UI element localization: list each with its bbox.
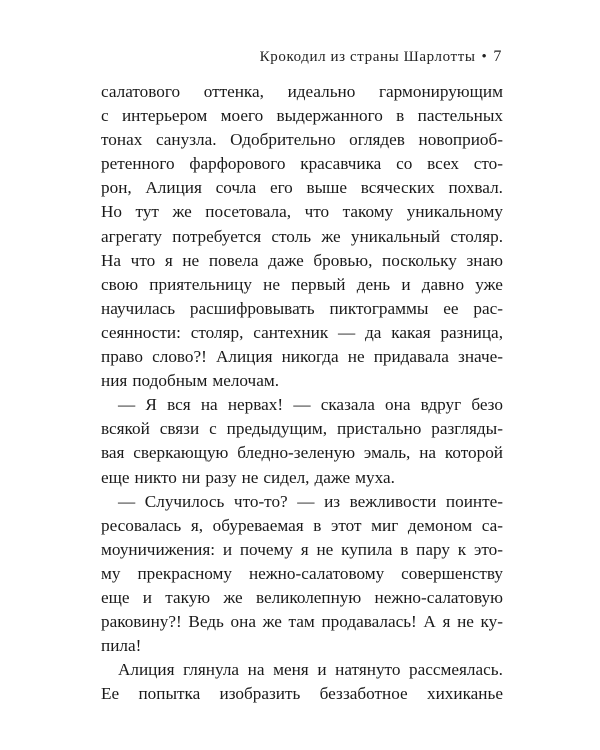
word: еще	[101, 587, 130, 607]
header-separator: •	[481, 49, 488, 65]
word: и	[317, 660, 327, 680]
word: раковину?!	[101, 612, 182, 632]
word: —	[293, 395, 311, 415]
word: и	[401, 274, 411, 294]
word: выше	[306, 178, 348, 198]
word: в	[313, 515, 322, 535]
text-line	[101, 586, 503, 610]
word: уже	[475, 274, 503, 294]
word: безо	[471, 395, 503, 415]
word: пила!	[101, 636, 142, 656]
word: она	[385, 395, 411, 415]
word: на	[419, 443, 437, 463]
word: разу	[205, 467, 237, 487]
word: натянуто	[335, 660, 401, 680]
word: нежно-салатовому	[248, 563, 385, 583]
word: и	[222, 539, 233, 559]
text-line	[101, 490, 503, 514]
word: бледно-зеленую	[237, 443, 356, 463]
text-line	[101, 200, 503, 224]
word: похвал.	[448, 178, 503, 198]
word: придавала	[373, 347, 449, 367]
word: это-	[473, 539, 503, 559]
word: на	[247, 660, 265, 680]
word: я	[300, 539, 309, 559]
word: оттенка,	[203, 82, 264, 101]
word: что	[304, 202, 330, 222]
word: сеянности:	[101, 322, 181, 342]
word: не	[182, 250, 200, 270]
word: моуничижения:	[101, 539, 216, 559]
word: красавчика	[300, 154, 382, 174]
word: великолепную	[255, 587, 362, 607]
word: я	[164, 250, 173, 270]
word: на	[200, 395, 218, 415]
word: пристально	[337, 419, 422, 439]
word: приятельницу	[149, 274, 252, 294]
word: А	[423, 612, 436, 632]
word: никто	[134, 467, 177, 487]
word: которой	[444, 443, 503, 463]
word: с	[101, 106, 109, 126]
word: ретенного	[101, 154, 175, 174]
word: научилась	[101, 298, 176, 318]
word: что	[130, 250, 156, 270]
word: поскольку	[382, 250, 457, 270]
word: бровью,	[313, 250, 373, 270]
word: Ее	[101, 684, 120, 704]
word: же	[321, 226, 341, 246]
word: и	[142, 587, 152, 607]
word: я,	[190, 515, 204, 535]
word: слово?!	[152, 347, 207, 367]
word: свою	[101, 274, 139, 294]
word: же	[172, 202, 192, 222]
text-line	[101, 176, 503, 200]
word: тонах	[101, 130, 143, 150]
word: сантехник	[253, 322, 329, 342]
word: столяр.	[450, 226, 503, 246]
word: идеально	[287, 82, 356, 101]
word: прекрасному	[137, 563, 233, 583]
word: к	[457, 539, 467, 559]
word: потребуется	[172, 226, 262, 246]
word: пиктограммы	[329, 298, 429, 318]
word: вся	[167, 395, 191, 415]
word: пастельных	[417, 106, 503, 126]
word: вдруг	[420, 395, 462, 415]
word: демоном	[407, 515, 473, 535]
word: посетовала,	[205, 202, 292, 222]
word: же	[223, 587, 243, 607]
running-head	[260, 48, 502, 66]
word: расшифровывать	[189, 298, 315, 318]
text-line	[101, 128, 503, 152]
word: сидел,	[263, 467, 310, 487]
word: ния	[101, 371, 128, 391]
word: совершенству	[401, 563, 503, 583]
word: уникальному	[406, 202, 503, 222]
word: хихиканье	[427, 684, 503, 704]
word: связи	[159, 419, 200, 439]
word: поинте-	[445, 491, 503, 511]
word: сочла	[215, 178, 257, 198]
word: уникальный	[350, 226, 441, 246]
text-line	[101, 441, 503, 465]
word: не	[347, 347, 365, 367]
word: разгляды-	[431, 419, 503, 439]
word: даже	[268, 250, 304, 270]
word: новоприоб-	[418, 130, 503, 150]
word: не	[457, 612, 474, 632]
word: столь	[271, 226, 312, 246]
word: значе-	[458, 347, 503, 367]
word: Я	[145, 395, 157, 415]
text-line	[101, 658, 503, 682]
text-line	[101, 610, 503, 634]
word: да	[365, 322, 382, 342]
word: вежливости	[349, 491, 437, 511]
word: агрегату	[101, 226, 163, 246]
word: —	[118, 395, 136, 415]
word: его	[269, 178, 293, 198]
word: какая	[391, 322, 431, 342]
word: фарфорового	[189, 154, 286, 174]
book-title: Крокодил из страны Шарлотты	[259, 49, 476, 65]
word: Случилось	[144, 491, 225, 511]
word: выдержанного	[276, 106, 383, 126]
word: в	[396, 106, 405, 126]
word: почему	[239, 539, 293, 559]
text-line	[101, 538, 503, 562]
word: Ведь	[188, 612, 224, 632]
word: повела	[208, 250, 259, 270]
text-line	[101, 393, 503, 417]
word: глянула	[183, 660, 240, 680]
word: купила	[341, 539, 393, 559]
word: му	[101, 563, 121, 583]
text-line	[101, 225, 503, 249]
text-line	[101, 466, 503, 490]
text-line	[101, 345, 503, 369]
word: —	[118, 491, 136, 511]
word: нежно-салатовую	[374, 587, 503, 607]
word: сверкающую	[133, 443, 229, 463]
word: изобразить	[219, 684, 301, 704]
word: первый	[291, 274, 346, 294]
text-line	[101, 634, 503, 658]
word: давно	[421, 274, 465, 294]
page-number: 7	[493, 48, 502, 65]
word: тут	[135, 202, 159, 222]
word: не	[241, 467, 259, 487]
word: она	[230, 612, 256, 632]
text-line	[101, 152, 503, 176]
word: сказала	[320, 395, 375, 415]
word: этот	[331, 515, 362, 535]
word: из	[324, 491, 341, 511]
text-line	[101, 562, 503, 586]
word: —	[338, 322, 356, 342]
word: Алиция	[118, 660, 175, 680]
word: интерьером	[121, 106, 208, 126]
word: санузла.	[155, 130, 217, 150]
word: разница,	[440, 322, 503, 342]
text-line	[101, 369, 503, 393]
word: беззаботное	[319, 684, 408, 704]
word: Но	[101, 202, 123, 222]
word: Алиция	[215, 347, 273, 367]
word: сто-	[473, 154, 503, 174]
word: Одобрительно	[230, 130, 336, 150]
word: ни	[181, 467, 201, 487]
word: столяр,	[190, 322, 244, 342]
word: день	[356, 274, 391, 294]
word: моего	[220, 106, 264, 126]
word: же	[262, 612, 282, 632]
word: что-то?	[233, 491, 288, 511]
word: эмаль,	[363, 443, 411, 463]
word: меня	[273, 660, 309, 680]
word: —	[297, 491, 315, 511]
word: гармонирующим	[378, 82, 503, 101]
word: Алиция	[145, 178, 202, 198]
text-line	[101, 104, 503, 128]
word: право	[101, 347, 144, 367]
word: со	[396, 154, 413, 174]
word: рассмеялась.	[409, 660, 503, 680]
word: с	[209, 419, 217, 439]
word: еще	[101, 467, 130, 487]
word: салатового	[101, 82, 181, 101]
word: ресовалась	[101, 515, 182, 535]
word: никогда	[281, 347, 339, 367]
word: такому	[342, 202, 394, 222]
word: такую	[165, 587, 211, 607]
text-line	[101, 297, 503, 321]
word: На	[101, 250, 122, 270]
word: миг	[371, 515, 399, 535]
word: вая	[101, 443, 125, 463]
word: рон,	[101, 178, 132, 198]
text-line	[101, 321, 503, 345]
word: оглядев	[349, 130, 405, 150]
word: всяческих	[360, 178, 435, 198]
text-line	[101, 273, 503, 297]
word: всех	[427, 154, 459, 174]
word: ку-	[480, 612, 503, 632]
word: подобным	[132, 371, 208, 391]
text-line	[101, 417, 503, 441]
word: обуреваемая	[212, 515, 304, 535]
word: продавалась!	[321, 612, 417, 632]
word: пару	[416, 539, 450, 559]
word: всякой	[101, 419, 150, 439]
word: са-	[481, 515, 503, 535]
word: предыдущим,	[226, 419, 328, 439]
word: я	[442, 612, 451, 632]
word: в	[400, 539, 409, 559]
text-line	[101, 682, 503, 706]
body-text	[101, 80, 503, 706]
text-line	[101, 249, 503, 273]
word: муха.	[355, 467, 395, 487]
text-line	[101, 80, 503, 104]
word: там	[288, 612, 315, 632]
text-line	[101, 514, 503, 538]
word: рас-	[473, 298, 503, 318]
word: даже	[314, 467, 351, 487]
word: не	[263, 274, 280, 294]
word: нервах!	[227, 395, 284, 415]
word: мелочам.	[212, 371, 280, 391]
word: не	[316, 539, 334, 559]
word: попытка	[138, 684, 201, 704]
word: знаю	[466, 250, 503, 270]
word: ее	[443, 298, 459, 318]
